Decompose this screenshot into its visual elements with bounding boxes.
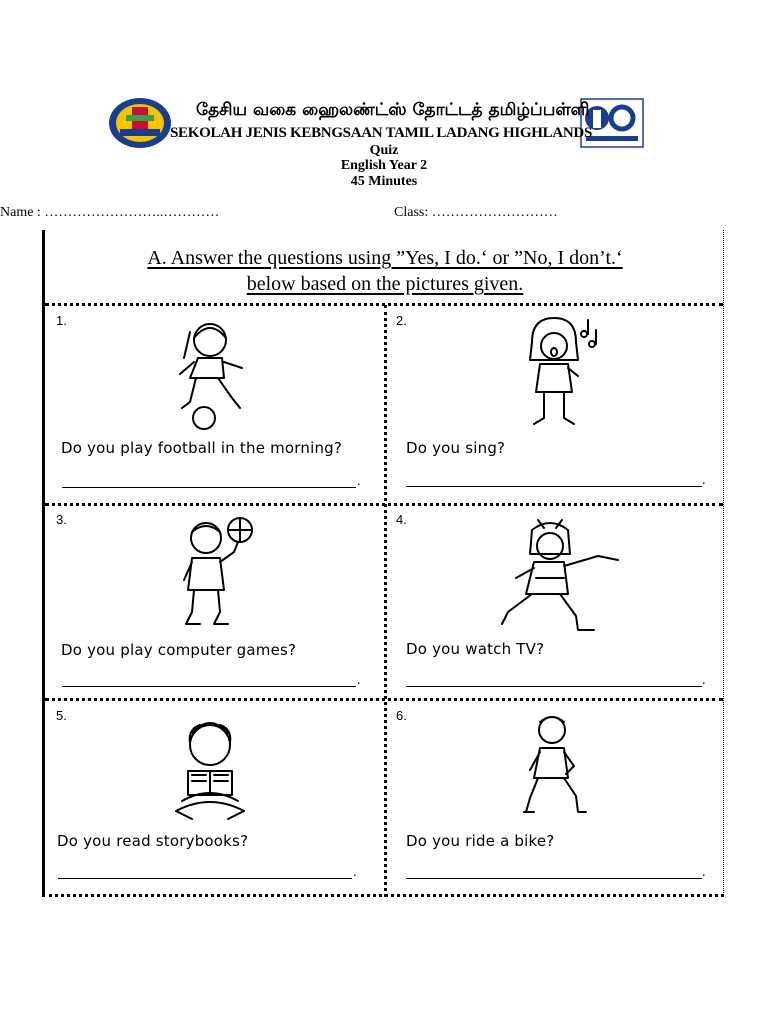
name-field[interactable]: Name : ……………………..…………	[0, 205, 220, 220]
question-number: 6.	[396, 708, 407, 723]
question-text: Do you read storybooks?	[57, 832, 249, 850]
answer-end-dot: .	[702, 473, 706, 488]
question-text: Do you sing?	[406, 439, 506, 457]
instruction-line-1: A. Answer the questions using ”Yes, I do.‘ or ”No, I don’t.‘	[147, 247, 623, 269]
girl-martial-arts-illustration	[498, 516, 628, 638]
answer-line[interactable]	[406, 878, 702, 879]
answer-line[interactable]	[406, 486, 702, 487]
question-number: 4.	[396, 512, 407, 527]
question-text: Do you watch TV?	[406, 640, 545, 658]
question-number: 5.	[56, 708, 67, 723]
boy-riding-bike-illustration	[520, 712, 590, 824]
instruction-line-2: below based on the pictures given.	[246, 273, 524, 295]
class-field[interactable]: Class: ………………………	[394, 205, 558, 220]
boy-spinning-basketball-illustration	[176, 516, 266, 632]
question-text: Do you ride a bike?	[406, 832, 555, 850]
answer-end-dot: .	[357, 673, 361, 688]
question-number: 3.	[56, 512, 67, 527]
question-number: 2.	[396, 313, 407, 328]
question-text: Do you play computer games?	[61, 641, 297, 659]
answer-end-dot: .	[702, 865, 706, 880]
tamil-school-title: தேசிய வகை ஹைலண்ட்ஸ் தோட்டத் தமிழ்ப்பள்ளி	[196, 100, 590, 120]
answer-line[interactable]	[62, 686, 356, 687]
answer-line[interactable]	[406, 686, 702, 687]
question-number: 1.	[56, 313, 67, 328]
duration-label: 45 Minutes	[350, 174, 418, 189]
girl-singing-illustration	[518, 312, 608, 430]
question-text: Do you play football in the morning?	[61, 439, 343, 457]
subject-label: English Year 2	[340, 158, 428, 173]
answer-end-dot: .	[353, 865, 357, 880]
quiz-label: Quiz	[369, 143, 399, 158]
answer-line[interactable]	[62, 487, 356, 488]
school-crest-logo	[108, 97, 172, 149]
answer-line[interactable]	[58, 878, 352, 879]
boy-reading-book-illustration	[172, 715, 248, 827]
answer-end-dot: .	[357, 474, 361, 489]
answer-end-dot: .	[702, 673, 706, 688]
school-name: SEKOLAH JENIS KEBNGSAAN TAMIL LADANG HIGHLANDS	[170, 125, 592, 141]
girl-kicking-football-illustration	[160, 318, 260, 434]
grid-divider	[384, 305, 387, 897]
